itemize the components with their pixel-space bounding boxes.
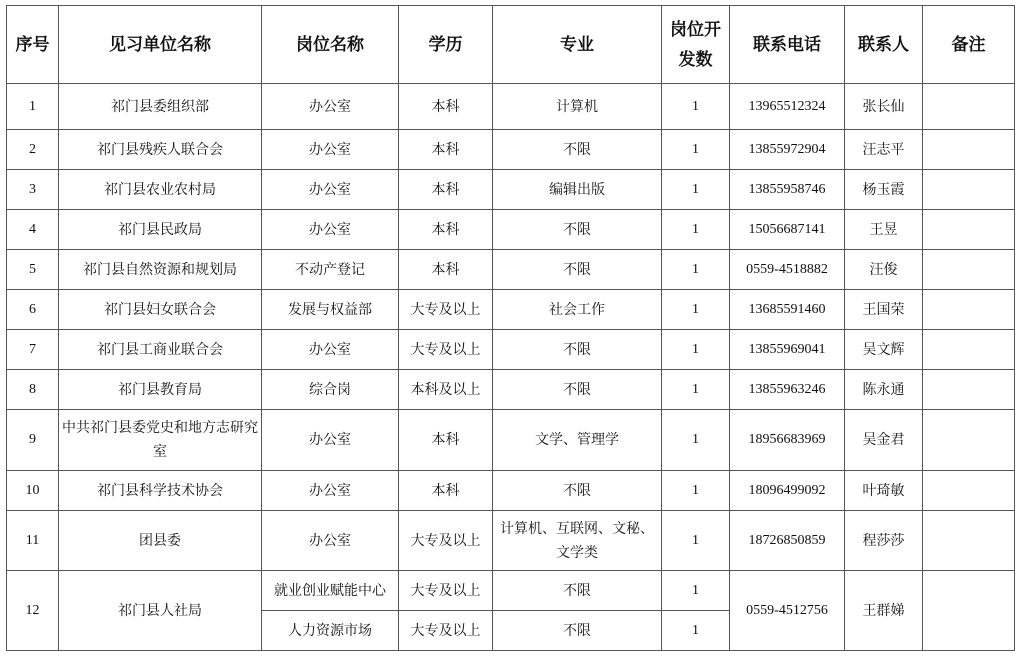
cell-position: 不动产登记 (262, 250, 399, 290)
cell-contact: 张长仙 (845, 84, 923, 130)
header-contact: 联系人 (845, 6, 923, 84)
cell-major: 不限 (493, 250, 662, 290)
cell-position: 就业创业赋能中心 (262, 571, 399, 611)
cell-remark (923, 410, 1015, 471)
cell-contact: 王国荣 (845, 290, 923, 330)
cell-count: 1 (662, 84, 730, 130)
cell-unit: 团县委 (59, 511, 262, 571)
cell-phone: 18726850859 (730, 511, 845, 571)
cell-no: 5 (7, 250, 59, 290)
cell-major: 计算机、互联网、文秘、文学类 (493, 511, 662, 571)
cell-phone: 13855958746 (730, 170, 845, 210)
cell-unit: 祁门县残疾人联合会 (59, 130, 262, 170)
cell-count: 1 (662, 130, 730, 170)
cell-remark (923, 471, 1015, 511)
cell-no: 1 (7, 84, 59, 130)
cell-count: 1 (662, 471, 730, 511)
cell-remark (923, 370, 1015, 410)
table-row (7, 250, 1015, 290)
cell-education: 大专及以上 (399, 290, 493, 330)
cell-major: 不限 (493, 571, 662, 611)
cell-phone: 18096499092 (730, 471, 845, 511)
cell-contact: 王群娣 (845, 571, 923, 651)
cell-count: 1 (662, 210, 730, 250)
cell-contact: 叶琦敏 (845, 471, 923, 511)
cell-major: 不限 (493, 330, 662, 370)
cell-unit: 祁门县自然资源和规划局 (59, 250, 262, 290)
cell-position: 办公室 (262, 410, 399, 471)
cell-position: 办公室 (262, 130, 399, 170)
cell-no: 7 (7, 330, 59, 370)
cell-phone: 13685591460 (730, 290, 845, 330)
table-row (7, 330, 1015, 370)
cell-no: 10 (7, 471, 59, 511)
cell-education: 本科 (399, 410, 493, 471)
cell-unit: 祁门县妇女联合会 (59, 290, 262, 330)
cell-position: 办公室 (262, 210, 399, 250)
cell-no: 11 (7, 511, 59, 571)
cell-education: 本科 (399, 130, 493, 170)
cell-contact: 杨玉霞 (845, 170, 923, 210)
cell-phone: 0559-4518882 (730, 250, 845, 290)
cell-no: 4 (7, 210, 59, 250)
table-row (7, 130, 1015, 170)
cell-phone: 0559-4512756 (730, 571, 845, 651)
table-row (7, 571, 1015, 611)
cell-count: 1 (662, 330, 730, 370)
cell-education: 本科 (399, 210, 493, 250)
cell-contact: 吴文辉 (845, 330, 923, 370)
cell-phone: 13965512324 (730, 84, 845, 130)
cell-remark (923, 210, 1015, 250)
table-row (7, 170, 1015, 210)
cell-no: 6 (7, 290, 59, 330)
cell-position: 办公室 (262, 170, 399, 210)
cell-count: 1 (662, 370, 730, 410)
cell-major: 不限 (493, 471, 662, 511)
cell-unit: 祁门县教育局 (59, 370, 262, 410)
cell-remark (923, 290, 1015, 330)
table-row (7, 210, 1015, 250)
cell-contact: 王昱 (845, 210, 923, 250)
cell-unit: 祁门县科学技术协会 (59, 471, 262, 511)
cell-unit: 祁门县委组织部 (59, 84, 262, 130)
cell-position: 办公室 (262, 511, 399, 571)
cell-remark (923, 571, 1015, 651)
cell-major: 不限 (493, 370, 662, 410)
cell-education: 本科 (399, 84, 493, 130)
cell-contact: 吴金君 (845, 410, 923, 471)
cell-contact: 汪志平 (845, 130, 923, 170)
table-row (7, 511, 1015, 571)
cell-remark (923, 250, 1015, 290)
cell-count: 1 (662, 571, 730, 611)
cell-major: 社会工作 (493, 290, 662, 330)
header-major: 专业 (493, 6, 662, 84)
header-position: 岗位名称 (262, 6, 399, 84)
cell-education: 大专及以上 (399, 611, 493, 651)
cell-phone: 13855972904 (730, 130, 845, 170)
table-row (7, 370, 1015, 410)
header-count: 岗位开发数 (662, 6, 730, 84)
cell-position: 人力资源市场 (262, 611, 399, 651)
cell-contact: 汪俊 (845, 250, 923, 290)
cell-count: 1 (662, 170, 730, 210)
cell-remark (923, 170, 1015, 210)
cell-education: 本科 (399, 250, 493, 290)
cell-major: 不限 (493, 210, 662, 250)
cell-phone: 13855963246 (730, 370, 845, 410)
cell-education: 本科 (399, 471, 493, 511)
cell-contact: 陈永通 (845, 370, 923, 410)
cell-phone: 18956683969 (730, 410, 845, 471)
table-row (7, 410, 1015, 471)
cell-major: 编辑出版 (493, 170, 662, 210)
cell-unit: 祁门县人社局 (59, 571, 262, 651)
cell-major: 计算机 (493, 84, 662, 130)
cell-unit: 祁门县农业农村局 (59, 170, 262, 210)
cell-count: 1 (662, 410, 730, 471)
cell-education: 大专及以上 (399, 511, 493, 571)
cell-unit: 祁门县工商业联合会 (59, 330, 262, 370)
header-remark: 备注 (923, 6, 1015, 84)
header-no: 序号 (7, 6, 59, 84)
table-row (7, 84, 1015, 130)
internship-positions-table (6, 5, 1015, 651)
cell-phone: 15056687141 (730, 210, 845, 250)
cell-education: 本科 (399, 170, 493, 210)
cell-position: 办公室 (262, 330, 399, 370)
cell-count: 1 (662, 290, 730, 330)
cell-remark (923, 330, 1015, 370)
cell-position: 办公室 (262, 471, 399, 511)
cell-no: 9 (7, 410, 59, 471)
header-education: 学历 (399, 6, 493, 84)
cell-remark (923, 511, 1015, 571)
cell-position: 办公室 (262, 84, 399, 130)
cell-position: 综合岗 (262, 370, 399, 410)
header-phone: 联系电话 (730, 6, 845, 84)
cell-education: 大专及以上 (399, 571, 493, 611)
cell-count: 1 (662, 611, 730, 651)
header-row (7, 6, 1015, 84)
table-row (7, 290, 1015, 330)
cell-major: 不限 (493, 130, 662, 170)
cell-unit: 祁门县民政局 (59, 210, 262, 250)
cell-contact: 程莎莎 (845, 511, 923, 571)
cell-remark (923, 130, 1015, 170)
cell-no: 3 (7, 170, 59, 210)
table-row (7, 471, 1015, 511)
header-unit: 见习单位名称 (59, 6, 262, 84)
cell-phone: 13855969041 (730, 330, 845, 370)
cell-no: 2 (7, 130, 59, 170)
cell-position: 发展与权益部 (262, 290, 399, 330)
cell-education: 大专及以上 (399, 330, 493, 370)
cell-count: 1 (662, 511, 730, 571)
table-container (6, 5, 1015, 651)
cell-remark (923, 84, 1015, 130)
cell-no: 8 (7, 370, 59, 410)
cell-education: 本科及以上 (399, 370, 493, 410)
cell-major: 文学、管理学 (493, 410, 662, 471)
cell-major: 不限 (493, 611, 662, 651)
cell-no: 12 (7, 571, 59, 651)
cell-unit: 中共祁门县委党史和地方志研究室 (59, 410, 262, 471)
cell-count: 1 (662, 250, 730, 290)
